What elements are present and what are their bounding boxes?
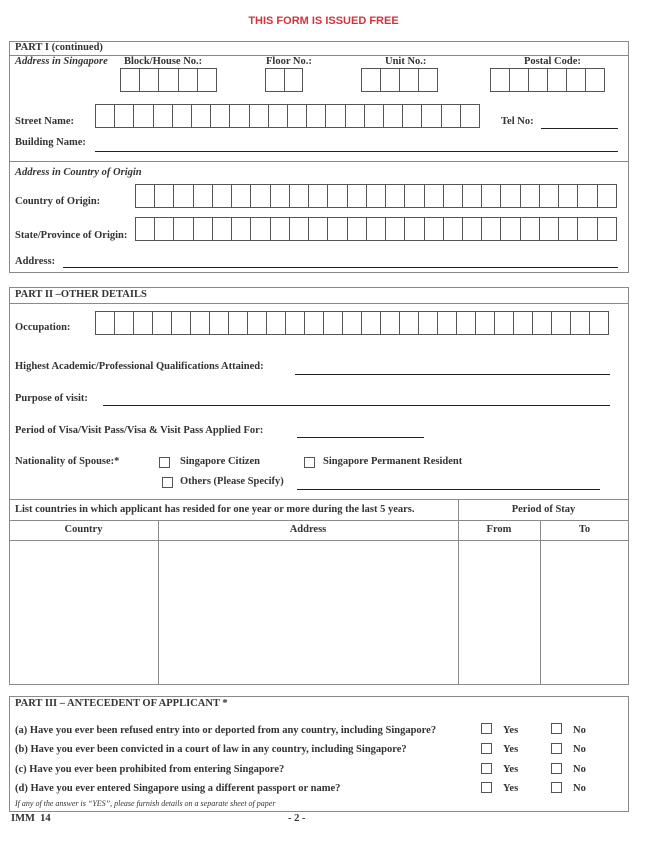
char-box[interactable] (229, 312, 248, 334)
char-box[interactable] (476, 312, 495, 334)
question-b-no-checkbox[interactable] (551, 743, 562, 754)
no-label: No (573, 764, 586, 775)
purpose-label: Purpose of visit: (15, 393, 88, 404)
purpose-field[interactable] (103, 405, 610, 406)
char-box[interactable] (438, 312, 457, 334)
char-box[interactable] (521, 218, 540, 240)
char-box[interactable] (463, 218, 482, 240)
char-box[interactable] (578, 218, 597, 240)
char-box[interactable] (559, 218, 578, 240)
no-label: No (573, 783, 586, 794)
char-box[interactable] (598, 218, 616, 240)
char-box[interactable] (365, 105, 384, 127)
yes-label: Yes (503, 744, 519, 755)
char-box[interactable] (134, 312, 153, 334)
form-free-notice: THIS FORM IS ISSUED FREE (248, 15, 399, 27)
floor-label: Floor No.: (266, 56, 312, 67)
spouse-pr-checkbox[interactable] (304, 457, 315, 468)
part2-heading: PART II –OTHER DETAILS (15, 289, 147, 300)
origin-address-label-field: Address: (15, 256, 56, 267)
char-box[interactable] (367, 185, 386, 207)
state-province-field[interactable] (135, 217, 617, 241)
floor-no-field[interactable] (265, 68, 303, 92)
char-box[interactable] (309, 218, 328, 240)
char-box[interactable] (192, 105, 211, 127)
char-box[interactable] (328, 218, 347, 240)
qualifications-label: Highest Academic/Professional Qualifications Attained: (15, 361, 264, 372)
question-b-yes-checkbox[interactable] (481, 743, 492, 754)
spouse-others-field[interactable] (297, 489, 600, 490)
street-name-field[interactable] (95, 104, 480, 128)
state-origin-label: State/Province of Origin: (15, 230, 128, 241)
char-box[interactable] (290, 218, 309, 240)
spouse-pr-label: Singapore Permanent Resident (323, 456, 463, 467)
country-origin-label: Country of Origin: (15, 196, 101, 207)
sg-address-label: Address in Singapore (15, 56, 108, 67)
char-box[interactable] (559, 185, 578, 207)
spouse-others-checkbox[interactable] (162, 477, 173, 488)
char-box[interactable] (155, 185, 174, 207)
char-box[interactable] (286, 312, 305, 334)
char-box[interactable] (230, 105, 249, 127)
part3-heading: PART III – ANTECEDENT OF APPLICANT * (15, 698, 228, 709)
question-a: (a) Have you ever been refused entry into or deported from any country, including Singapore? (15, 725, 437, 736)
char-box[interactable] (115, 105, 134, 127)
char-box[interactable] (154, 105, 173, 127)
divider (9, 161, 629, 162)
part1-heading: PART I (continued) (15, 42, 103, 53)
origin-address-field[interactable] (63, 267, 618, 268)
form-code: IMM 14 (11, 813, 51, 824)
char-box[interactable] (271, 218, 290, 240)
char-box[interactable] (172, 312, 191, 334)
char-box[interactable] (457, 312, 476, 334)
char-box[interactable] (307, 105, 326, 127)
block-label: Block/House No.: (124, 56, 203, 67)
char-box[interactable] (444, 185, 463, 207)
char-box[interactable] (153, 312, 172, 334)
no-label: No (573, 725, 586, 736)
char-box[interactable] (232, 218, 251, 240)
char-box[interactable] (521, 185, 540, 207)
char-box[interactable] (194, 185, 213, 207)
postal-code-field[interactable] (490, 68, 605, 92)
char-box[interactable] (115, 312, 134, 334)
unit-no-field[interactable] (361, 68, 438, 92)
char-box[interactable] (251, 218, 270, 240)
char-box[interactable] (384, 105, 403, 127)
question-b: (b) Have you ever been convicted in a court of law in any country, including Singapore? (15, 744, 407, 755)
char-box[interactable] (381, 312, 400, 334)
question-d-yes-checkbox[interactable] (481, 782, 492, 793)
col-address: Address (289, 524, 327, 535)
spouse-label: Nationality of Spouse:* (15, 456, 120, 467)
char-box[interactable] (328, 185, 347, 207)
char-box[interactable] (211, 105, 230, 127)
char-box[interactable] (155, 218, 174, 240)
period-field[interactable] (297, 437, 424, 438)
char-box[interactable] (213, 218, 232, 240)
char-box[interactable] (419, 312, 438, 334)
qualifications-field[interactable] (295, 374, 610, 375)
col-country: Country (64, 524, 103, 535)
char-box[interactable] (326, 105, 345, 127)
char-box[interactable] (134, 105, 153, 127)
char-box[interactable] (305, 312, 324, 334)
divider (9, 520, 629, 521)
char-box[interactable] (482, 185, 501, 207)
building-label: Building Name: (15, 137, 86, 148)
char-box[interactable] (346, 105, 365, 127)
char-box[interactable] (442, 105, 461, 127)
period-label: Period of Visa/Visit Pass/Visa & Visit Pass Applied For: (15, 425, 264, 436)
char-box[interactable] (540, 218, 559, 240)
char-box[interactable] (405, 218, 424, 240)
char-box[interactable] (405, 185, 424, 207)
question-c-no-checkbox[interactable] (551, 763, 562, 774)
char-box[interactable] (463, 185, 482, 207)
char-box[interactable] (590, 312, 608, 334)
building-name-field[interactable] (95, 151, 618, 152)
char-box[interactable] (552, 312, 571, 334)
char-box[interactable] (348, 218, 367, 240)
char-box[interactable] (514, 312, 533, 334)
question-a-yes-checkbox[interactable] (481, 723, 492, 734)
char-box[interactable] (343, 312, 362, 334)
char-box[interactable] (571, 312, 590, 334)
period-of-stay-header: Period of Stay (511, 504, 576, 515)
block-house-no-field[interactable] (120, 68, 217, 92)
char-box[interactable] (444, 218, 463, 240)
question-c: (c) Have you ever been prohibited from entering Singapore? (15, 764, 285, 775)
char-box[interactable] (362, 312, 381, 334)
col-to: To (578, 524, 591, 535)
char-box[interactable] (174, 218, 193, 240)
spouse-citizen-label: Singapore Citizen (180, 456, 261, 467)
char-box[interactable] (386, 185, 405, 207)
char-box[interactable] (248, 312, 267, 334)
char-box[interactable] (194, 218, 213, 240)
country-of-origin-field[interactable] (135, 184, 617, 208)
char-box[interactable] (191, 312, 210, 334)
origin-address-label: Address in Country of Origin (15, 167, 142, 178)
char-box[interactable] (136, 185, 155, 207)
question-d: (d) Have you ever entered Singapore using a different passport or name? (15, 783, 341, 794)
char-box[interactable] (400, 312, 419, 334)
char-box[interactable] (250, 105, 269, 127)
char-box[interactable] (461, 105, 479, 127)
char-box[interactable] (324, 312, 343, 334)
tel-no-field[interactable] (541, 128, 618, 129)
tel-label: Tel No: (501, 116, 534, 127)
char-box[interactable] (173, 105, 192, 127)
char-box[interactable] (309, 185, 328, 207)
char-box[interactable] (501, 185, 520, 207)
no-label: No (573, 744, 586, 755)
char-box[interactable] (598, 185, 616, 207)
char-box[interactable] (501, 218, 520, 240)
char-box[interactable] (271, 185, 290, 207)
char-box[interactable] (267, 312, 286, 334)
yes-label: Yes (503, 764, 519, 775)
char-box[interactable] (290, 185, 309, 207)
unit-label: Unit No.: (385, 56, 427, 67)
residence-address-cell[interactable] (159, 541, 458, 684)
question-c-yes-checkbox[interactable] (481, 763, 492, 774)
postal-label: Postal Code: (524, 56, 581, 67)
char-box[interactable] (540, 185, 559, 207)
occupation-label: Occupation: (15, 322, 71, 333)
char-box[interactable] (422, 105, 441, 127)
divider (9, 499, 629, 500)
spouse-citizen-checkbox[interactable] (159, 457, 170, 468)
part3-note: If any of the answer is “YES”, please furnish details on a separate sheet of paper (15, 799, 276, 808)
char-box[interactable] (425, 218, 444, 240)
char-box[interactable] (578, 185, 597, 207)
residence-to-cell[interactable] (541, 541, 628, 684)
spouse-others-label: Others (Please Specify) (180, 476, 284, 487)
char-box[interactable] (533, 312, 552, 334)
residence-country-cell[interactable] (10, 541, 158, 684)
yes-label: Yes (503, 783, 519, 794)
char-box[interactable] (348, 185, 367, 207)
char-box[interactable] (269, 105, 288, 127)
char-box[interactable] (367, 218, 386, 240)
street-label: Street Name: (15, 116, 74, 127)
col-from: From (486, 524, 512, 535)
char-box[interactable] (210, 312, 229, 334)
char-box[interactable] (425, 185, 444, 207)
divider (9, 303, 629, 304)
char-box[interactable] (495, 312, 514, 334)
char-box[interactable] (136, 218, 155, 240)
yes-label: Yes (503, 725, 519, 736)
page-number: - 2 - (288, 813, 306, 824)
char-box[interactable] (482, 218, 501, 240)
char-box[interactable] (232, 185, 251, 207)
occupation-field[interactable] (95, 311, 609, 335)
char-box[interactable] (403, 105, 422, 127)
char-box[interactable] (96, 312, 115, 334)
char-box[interactable] (174, 185, 193, 207)
char-box[interactable] (288, 105, 307, 127)
char-box[interactable] (213, 185, 232, 207)
char-box[interactable] (251, 185, 270, 207)
residence-instruction: List countries in which applicant has resided for one year or more during the last 5 years. (15, 504, 415, 515)
question-d-no-checkbox[interactable] (551, 782, 562, 793)
residence-from-cell[interactable] (459, 541, 540, 684)
char-box[interactable] (96, 105, 115, 127)
char-box[interactable] (386, 218, 405, 240)
question-a-no-checkbox[interactable] (551, 723, 562, 734)
